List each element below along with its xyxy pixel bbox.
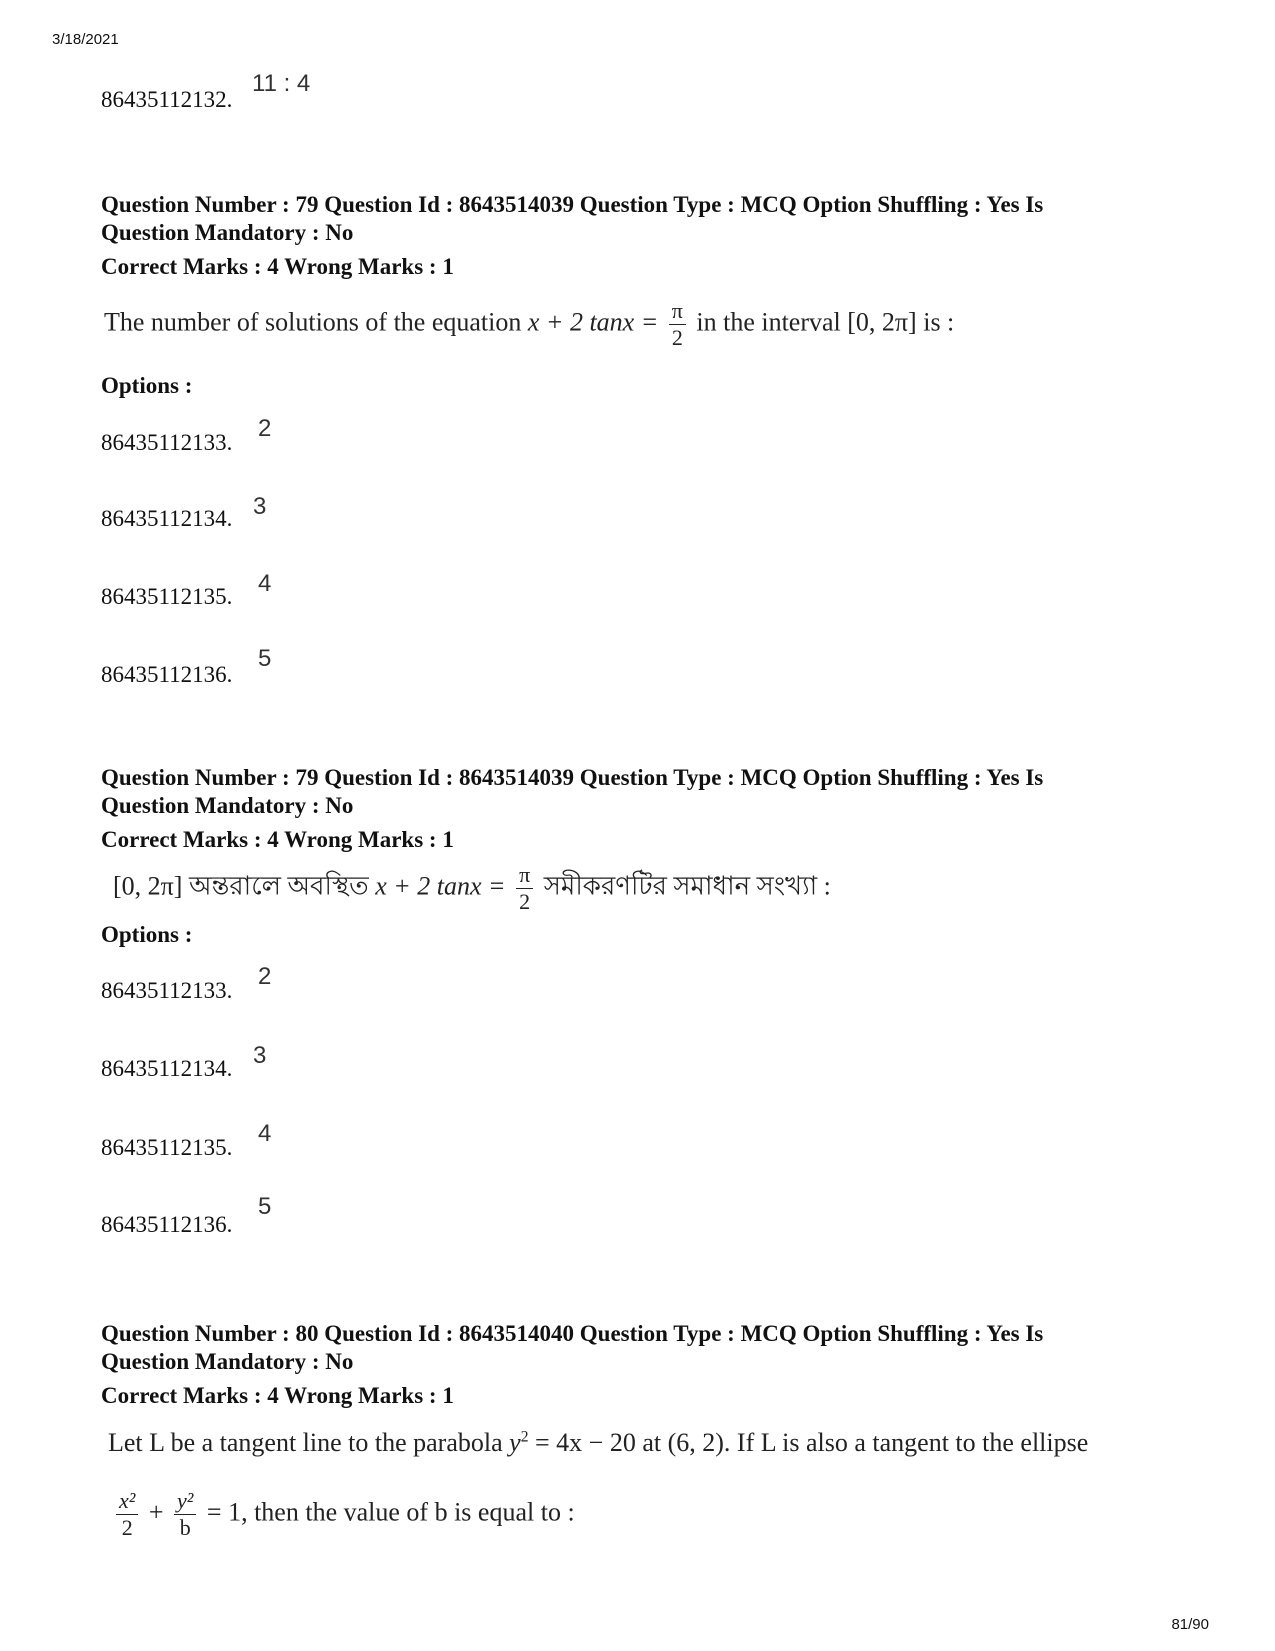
option-id: 86435112132. bbox=[101, 87, 233, 112]
variable-y: y bbox=[509, 1428, 521, 1457]
question-text-before: [0, 2π] অন্তরালে অবস্থিত bbox=[113, 871, 369, 901]
option-value: 2 bbox=[258, 963, 272, 990]
option-value: 3 bbox=[253, 493, 267, 520]
option-id: 86435112135. bbox=[101, 1135, 233, 1160]
question-text-line-2 bbox=[112, 1490, 575, 1539]
equation-lhs: x + 2 tanx = bbox=[375, 871, 506, 901]
question-text-after: সমীকরণটির সমাধান সংখ্যা : bbox=[543, 871, 831, 901]
plus-sign: + bbox=[148, 1497, 164, 1527]
option-id: 86435112133. bbox=[101, 978, 233, 1003]
option-id: 86435112136. bbox=[101, 1212, 233, 1237]
fraction-y2-over-b bbox=[174, 1490, 196, 1539]
question-text bbox=[104, 300, 954, 349]
options-label: Options : bbox=[101, 373, 193, 398]
equation-lhs: x + 2 tanx = bbox=[527, 307, 659, 337]
option-value: 5 bbox=[258, 1193, 272, 1220]
question-meta-line: Question Number : 80 Question Id : 8643514040 Question Type : MCQ Option Shuffling : Yes Is bbox=[101, 1321, 1044, 1346]
option-id: 86435112134. bbox=[101, 1056, 233, 1081]
question-header bbox=[101, 764, 1181, 820]
question-mandatory-line: Question Mandatory : No bbox=[101, 1349, 354, 1374]
question-text-line-1 bbox=[108, 1428, 1088, 1458]
question-mandatory-line: Question Mandatory : No bbox=[101, 793, 354, 818]
marks-line: Correct Marks : 4 Wrong Marks : 1 bbox=[101, 254, 454, 279]
option-value: 4 bbox=[258, 1120, 272, 1147]
option-id: 86435112136. bbox=[101, 662, 233, 687]
fraction-numerator: y² bbox=[174, 1490, 196, 1515]
print-date: 3/18/2021 bbox=[52, 31, 119, 48]
fraction-pi-over-2 bbox=[669, 300, 686, 349]
question-text bbox=[113, 864, 831, 913]
option-value: 5 bbox=[258, 645, 272, 672]
question-text-after: in the interval [0, 2π] is : bbox=[696, 307, 955, 337]
option-value: 3 bbox=[253, 1042, 267, 1069]
fraction-pi-over-2 bbox=[516, 864, 533, 913]
fraction-numerator: x² bbox=[116, 1490, 138, 1515]
question-text-part: = 4x − 20 at (6, 2). If L is also a tangent to the ellipse bbox=[535, 1428, 1089, 1457]
option-id: 86435112133. bbox=[101, 430, 233, 455]
question-header bbox=[101, 191, 1181, 247]
option-id: 86435112135. bbox=[101, 584, 233, 609]
question-text-part: = 1, then the value of b is equal to : bbox=[206, 1497, 575, 1527]
fraction-denominator: 2 bbox=[121, 1515, 133, 1540]
question-meta-line: Question Number : 79 Question Id : 8643514039 Question Type : MCQ Option Shuffling : Yes Is bbox=[101, 192, 1044, 217]
question-header bbox=[101, 1320, 1181, 1376]
exponent: 2 bbox=[520, 1428, 529, 1446]
fraction-denominator: b bbox=[179, 1515, 191, 1540]
question-text-before: The number of solutions of the equation bbox=[104, 307, 522, 337]
page-number: 81/90 bbox=[1171, 1616, 1209, 1633]
option-value: 2 bbox=[258, 415, 272, 442]
fraction-denominator: 2 bbox=[519, 889, 531, 914]
option-id: 86435112134. bbox=[101, 506, 233, 531]
fraction-x2-over-2 bbox=[116, 1490, 138, 1539]
fraction-numerator: π bbox=[516, 864, 533, 889]
fraction-denominator: 2 bbox=[671, 325, 683, 350]
fraction-numerator: π bbox=[669, 300, 686, 325]
option-value: 11 : 4 bbox=[252, 70, 311, 97]
question-meta-line: Question Number : 79 Question Id : 8643514039 Question Type : MCQ Option Shuffling : Yes Is bbox=[101, 765, 1044, 790]
question-mandatory-line: Question Mandatory : No bbox=[101, 220, 354, 245]
marks-line: Correct Marks : 4 Wrong Marks : 1 bbox=[101, 827, 454, 852]
option-value: 4 bbox=[258, 570, 272, 597]
marks-line: Correct Marks : 4 Wrong Marks : 1 bbox=[101, 1383, 454, 1408]
question-text-part: Let L be a tangent line to the parabola bbox=[108, 1428, 503, 1457]
options-label: Options : bbox=[101, 922, 193, 947]
